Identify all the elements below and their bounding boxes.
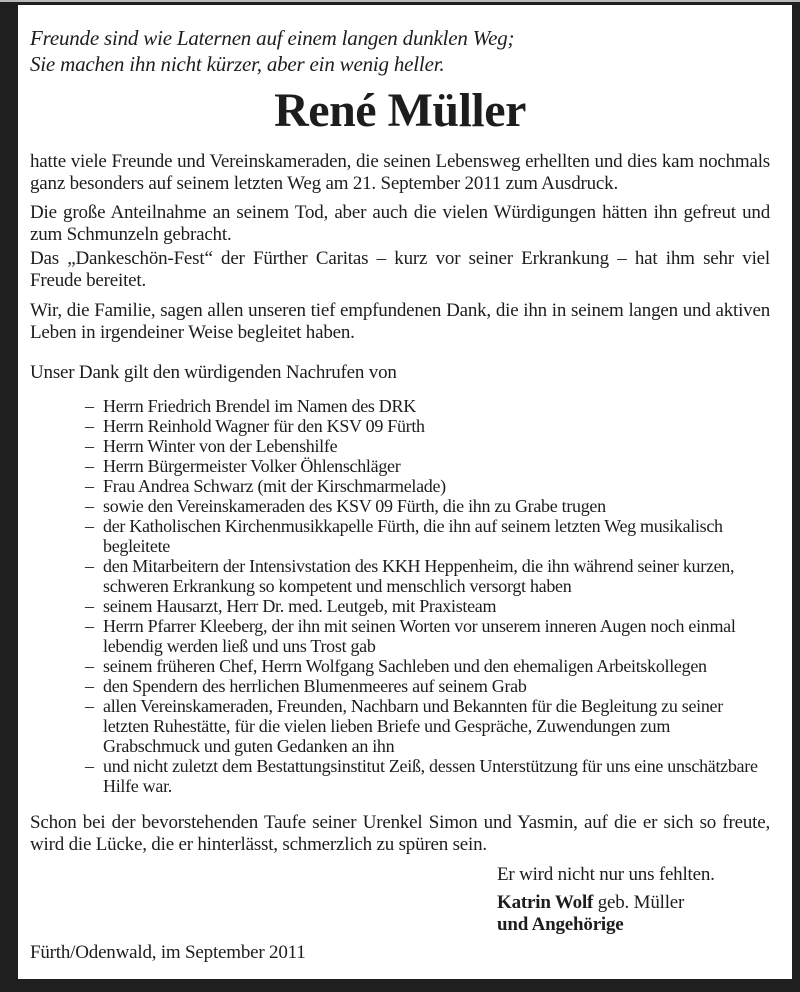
farewell-line: Er wird nicht nur uns fehlten. (497, 864, 715, 885)
list-dash: – (85, 456, 94, 476)
quote-line-1: Freunde sind wie Laternen auf einem langen dunklen Weg; (30, 26, 515, 50)
list-dash: – (85, 416, 94, 436)
deceased-name-title: René Müller (274, 84, 526, 137)
scan-top-edge-line (0, 0, 800, 2)
thanks-list-item (85, 476, 770, 496)
list-dash: – (85, 436, 94, 456)
list-dash: – (85, 556, 94, 576)
thanks-list-item-text: Herrn Winter von der Lebenshilfe (103, 436, 338, 456)
thanks-list-item-text: sowie den Vereinskameraden des KSV 09 Fürth, die ihn zu Grabe trugen (103, 496, 606, 516)
list-dash: – (85, 476, 94, 496)
paragraph-closing: Schon bei der bevorstehenden Taufe seiner Urenkel Simon und Yasmin, auf die er sich so freute, wird die Lücke, die er hinterlässt, schmerzlich zu spüren sein. (30, 812, 770, 855)
thanks-list-item (85, 616, 770, 656)
paragraph-caritas-fest: Das „Dankeschön-Fest“ der Fürther Caritas – kurz vor seiner Erkrankung – hat ihm sehr viel Freude bereitet. (30, 248, 770, 291)
thanks-list-item (85, 696, 770, 756)
thanks-list-item-text: allen Vereinskameraden, Freunden, Nachbarn und Bekannten für die Begleitung zu seiner letzten Ruhestätte, für die vielen lieben Briefe und Gespräche, Zuwendungen zum Grabschmuck und guten Gedanken an ihn (103, 696, 723, 756)
thanks-list-item (85, 656, 770, 676)
signature-block (497, 864, 770, 936)
signature-relatives: und Angehörige (497, 914, 624, 935)
thanks-list-item (85, 676, 770, 696)
thanks-list-item (85, 596, 770, 616)
list-dash: – (85, 676, 94, 696)
thanks-list-item-text: seinem Hausarzt, Herr Dr. med. Leutgeb, mit Praxisteam (103, 596, 497, 616)
signature-name-suffix: geb. Müller (593, 892, 685, 913)
list-dash: – (85, 696, 94, 716)
thanks-list-item (85, 396, 770, 416)
thanks-list-item-text: den Spendern des herrlichen Blumenmeeres auf seinem Grab (103, 676, 527, 696)
thanks-list-item (85, 496, 770, 516)
list-dash: – (85, 656, 94, 676)
thanks-list-item (85, 436, 770, 456)
list-dash: – (85, 616, 94, 636)
thanks-list-item-text: der Katholischen Kirchenmusikkapelle Fürth, die ihn auf seinem letzten Weg musikalisch begleitete (103, 516, 723, 556)
thanks-list-item (85, 556, 770, 596)
list-dash: – (85, 756, 94, 776)
list-dash: – (85, 396, 94, 416)
list-dash: – (85, 596, 94, 616)
thanks-list-intro: Unser Dank gilt den würdigenden Nachrufen von (30, 362, 397, 383)
signature-name-line (497, 892, 770, 914)
thanks-list-item-text: und nicht zuletzt dem Bestattungsinstitut Zeiß, dessen Unterstützung für uns eine unschätzbare Hilfe war. (103, 756, 758, 796)
signature-name: Katrin Wolf (497, 892, 594, 913)
thanks-list-item-text: Herrn Reinhold Wagner für den KSV 09 Fürth (103, 416, 425, 436)
thanks-list-item-text: Herrn Pfarrer Kleeberg, der ihn mit seinen Worten vor unserem inneren Augen noch einmal lebendig werden ließ und uns Trost gab (103, 616, 736, 656)
thanks-list-item (85, 516, 770, 556)
thanks-list (30, 396, 770, 796)
quote-line-2: Sie machen ihn nicht kürzer, aber ein wenig heller. (30, 52, 445, 76)
thanks-list-item-text: seinem früheren Chef, Herrn Wolfgang Sachleben und den ehemaligen Arbeitskollegen (103, 656, 707, 676)
list-dash: – (85, 516, 94, 536)
thanks-list-item-text: Frau Andrea Schwarz (mit der Kirschmarmelade) (103, 476, 446, 496)
obituary-page (18, 5, 792, 979)
thanks-list-item (85, 456, 770, 476)
thanks-list-item (85, 416, 770, 436)
paragraph-condolences: Die große Anteilnahme an seinem Tod, aber auch die vielen Würdigungen hätten ihn gefreut und zum Schmunzeln gebracht. (30, 202, 770, 245)
list-dash: – (85, 496, 94, 516)
thanks-list-item-text: Herrn Friedrich Brendel im Namen des DRK (103, 396, 416, 416)
thanks-list-item-text: Herrn Bürgermeister Volker Öhlenschläger (103, 456, 401, 476)
thanks-list-item-text: den Mitarbeitern der Intensivstation des KKH Heppenheim, die ihn während seiner kurzen, schweren Erkrankung so kompetent und menschlich versorgt haben (103, 556, 735, 596)
place-date: Fürth/Odenwald, im September 2011 (30, 942, 306, 963)
opening-quote (30, 25, 770, 77)
thanks-list-item (85, 756, 770, 796)
paragraph-life-intro: hatte viele Freunde und Vereinskameraden, die seinen Lebensweg erhellten und dies kam nochmals ganz besonders auf seinem letzten Weg am 21. September 2011 zum Ausdruck. (30, 151, 770, 194)
paragraph-family-thanks: Wir, die Familie, sagen allen unseren tief empfundenen Dank, die ihn in seinem langen und aktiven Leben in irgendeiner Weise begleitet haben. (30, 300, 770, 343)
